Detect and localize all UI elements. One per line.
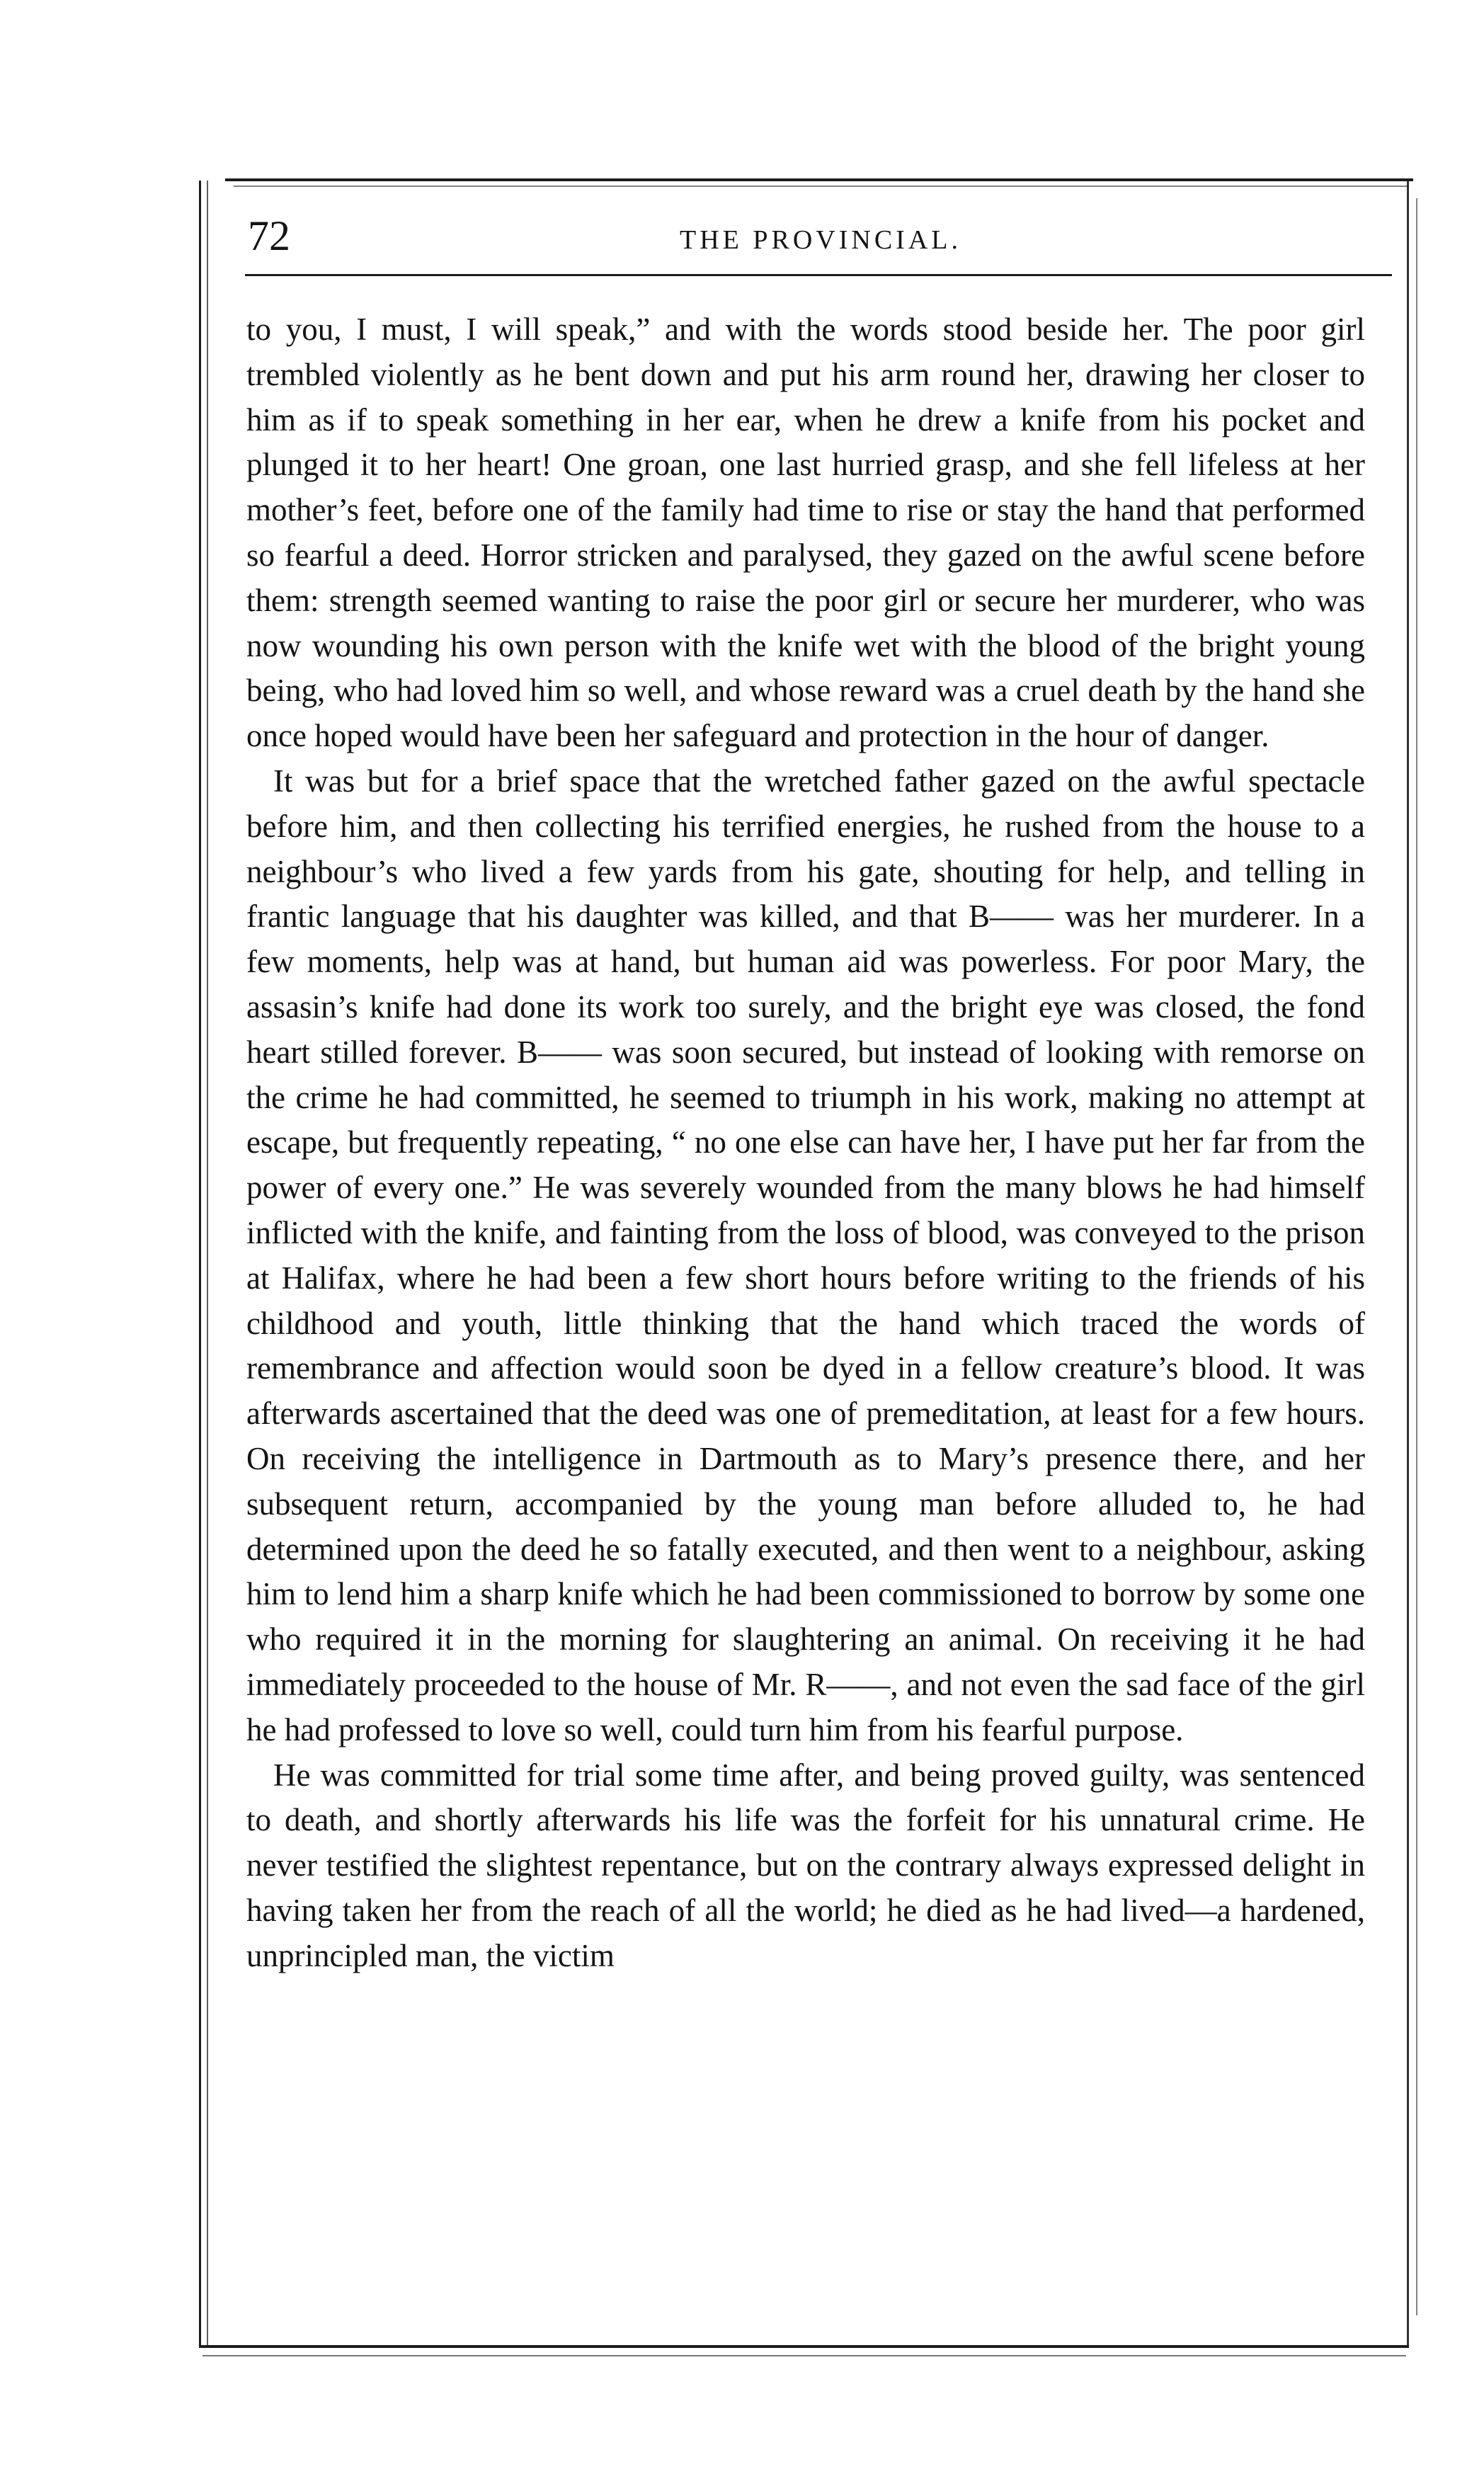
bottom-border-rule-outer — [202, 2355, 1406, 2356]
top-border-rule-inner — [234, 186, 1409, 187]
bottom-border-rule — [199, 2345, 1409, 2348]
right-border-rule-outer — [1416, 198, 1417, 2315]
paragraph-3: He was committed for trial some time after, and being proved guilty, was sentenced to death, and shortly afterwards his life was the forfeit for his unnatural crime. He never testified the slightest repentance, but on the contrary always expressed delight in having taken her from the reach of all the world; he died as he had lived—a hardened, unprincipled man, the victim — [246, 1757, 1365, 1973]
paragraph-2: It was but for a brief space that the wretched father gazed on the awful spectacle before him, and then collecting his terrified energies, he rushed from the house to a neighbour’s who lived a few yards from his gate, shouting for help, and telling in frantic language that his daughter was killed, and that B—— was her murderer. In a few moments, help was at hand, but human aid was powerless. For poor Mary, the assasin’s knife had done its work too surely, and the bright eye was closed, the fond heart stilled forever. B—— was soon secured, but instead of looking with remorse on the crime he had committed, he seemed to triumph in his work, making no attempt at escape, but frequently repeating, “ no one else can have her, I have put her far from the power of every one.” He was severely wounded from the many blows he had himself inflicted with the knife, and fainting from the loss of blood, was conveyed to the prison at Halifax, where he had been a few short hours before writing to the friends of his childhood and youth, little thinking that the hand which traced the words of remembrance and affection would soon be dyed in a fellow creature’s blood. It was afterwards ascertained that the deed was one of premeditation, at least for a few hours. On receiving the intelligence in Dartmouth as to Mary’s presence there, and her subsequent return, accompanied by the young man before alluded to, he had determined upon the deed he so fatally executed, and then went to a neighbour, asking him to lend him a sharp knife which he had been commissioned to borrow by some one who required it in the morning for slaughtering an animal. On receiving it he had immediately proceeded to the house of Mr. R——, and not even the sad face of the girl he had professed to love so well, could turn him from his fearful purpose. — [246, 763, 1365, 1747]
page-number: 72 — [248, 212, 290, 259]
running-title: THE PROVINCIAL. — [680, 225, 961, 255]
left-border-rule — [199, 181, 201, 2347]
top-border-rule — [225, 178, 1413, 181]
header-divider — [245, 274, 1392, 276]
right-border-rule — [1407, 181, 1409, 2347]
paragraph-1: to you, I must, I will speak,” and with the words stood beside her. The poor girl trembled violently as he bent down and put his arm round her, drawing her closer to him as if to speak something in her ear, when he drew a knife from his pocket and plunged it to her heart! One groan, one last hurried grasp, and she fell lifeless at her mother’s feet, before one of the family had time to rise or stay the hand that performed so fearful a deed. Horror stricken and paralysed, they gazed on the awful scene before them: strength seemed wanting to raise the poor girl or secure her murderer, who was now wounding his own person with the knife wet with the blood of the bright young being, who had loved him so well, and whose reward was a cruel death by the hand she once hoped would have been her safeguard and protection in the hour of danger. — [246, 312, 1365, 754]
article-body — [246, 307, 1365, 1978]
left-border-rule-inner — [207, 181, 208, 2347]
